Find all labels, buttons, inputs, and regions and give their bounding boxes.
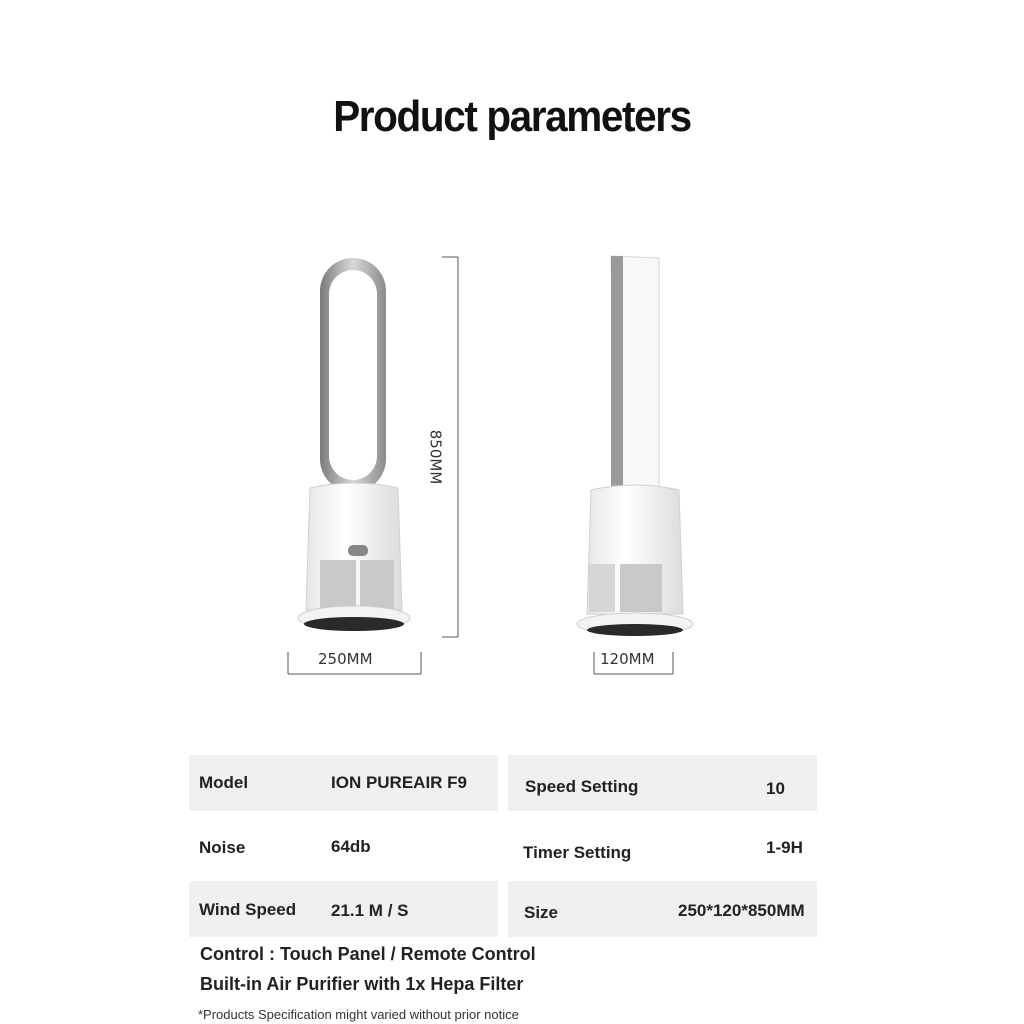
control-note: Control : Touch Panel / Remote Control bbox=[200, 944, 536, 964]
speed-label: Speed Setting bbox=[525, 777, 639, 796]
size-value: 250*120*850MM bbox=[678, 901, 805, 920]
height-dimension-label: 850MM bbox=[426, 429, 445, 485]
spec-cell-size bbox=[508, 881, 817, 937]
side-view-illustration bbox=[575, 252, 700, 647]
noise-label: Noise bbox=[199, 838, 246, 857]
spec-cell-timer bbox=[508, 818, 817, 874]
timer-value: 1-9H bbox=[766, 838, 803, 857]
filter-note: Built-in Air Purifier with 1x Hepa Filter bbox=[200, 974, 524, 994]
width-dimension-label: 250MM bbox=[318, 650, 373, 668]
model-label: Model bbox=[199, 773, 249, 792]
spec-cell-noise bbox=[189, 818, 498, 874]
wind-speed-value: 21.1 M / S bbox=[331, 901, 409, 920]
timer-label: Timer Setting bbox=[523, 843, 632, 862]
speed-value: 10 bbox=[766, 779, 785, 798]
spec-cell-wind bbox=[189, 881, 498, 937]
page-title: Product parameters bbox=[333, 92, 691, 141]
depth-dimension-label: 120MM bbox=[600, 650, 655, 668]
size-label: Size bbox=[524, 903, 559, 922]
spec-cell-speed bbox=[508, 755, 817, 811]
disclaimer: *Products Specification might varied without prior notice bbox=[198, 1007, 519, 1022]
specs-table bbox=[189, 755, 817, 937]
wind-speed-label: Wind Speed bbox=[199, 900, 297, 919]
model-value: ION PUREAIR F9 bbox=[331, 773, 468, 792]
spec-cell-model bbox=[189, 755, 498, 811]
noise-value: 64db bbox=[331, 837, 371, 856]
